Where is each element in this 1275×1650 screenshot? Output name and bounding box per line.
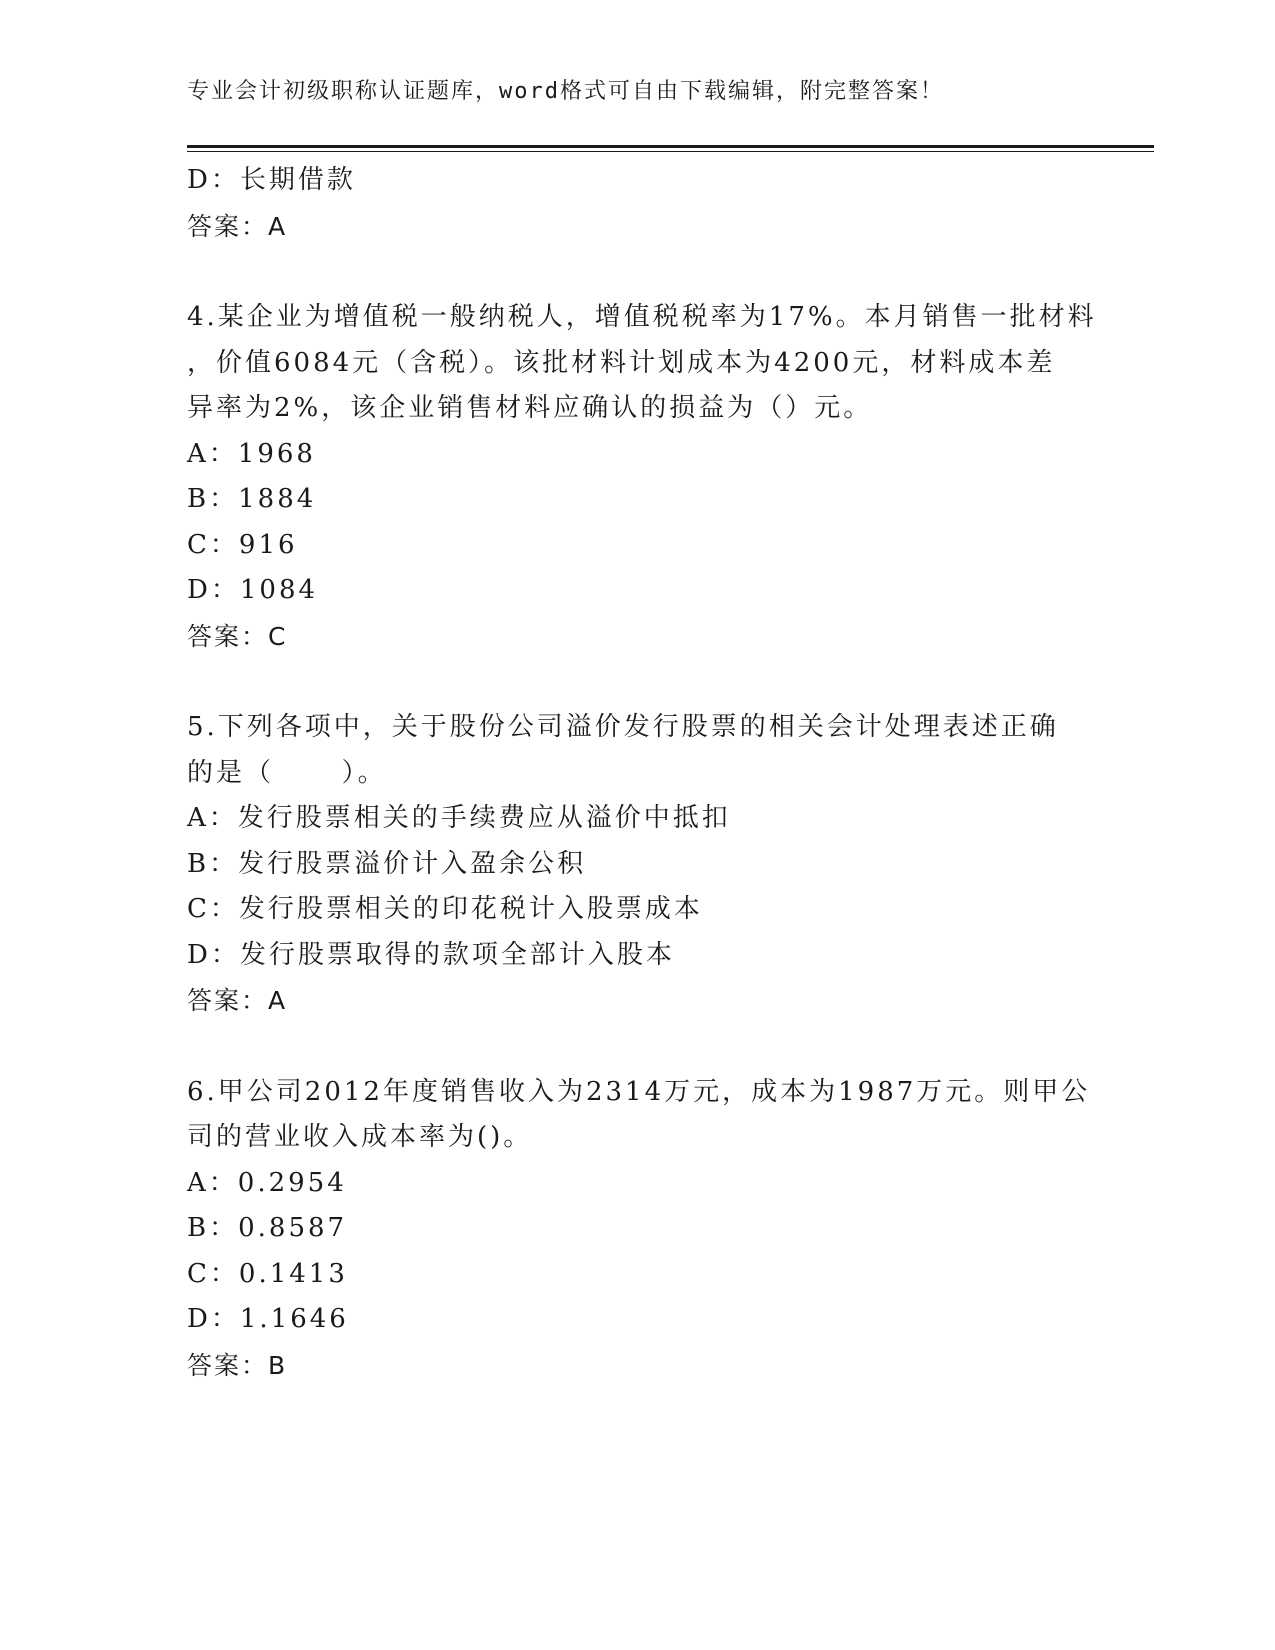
option-a: A：0.2954 <box>187 1167 347 1198</box>
question-stem-line: 5.下列各项中，关于股份公司溢价发行股票的相关会计处理表述正确 <box>187 712 1059 742</box>
option-d: D：发行股票取得的款项全部计入股本 <box>187 939 675 970</box>
option-c: C：发行股票相关的印花税计入股票成本 <box>187 894 703 924</box>
question-5 <box>187 705 1087 1024</box>
option-a: A：1968 <box>187 438 316 469</box>
option-b: B：发行股票溢价计入盈余公积 <box>187 848 587 879</box>
question-stem-line: 司的营业收入成本率为()。 <box>187 1122 533 1152</box>
question-4 <box>187 295 1097 659</box>
option-b: B：0.8587 <box>187 1213 348 1243</box>
option-b: B：1884 <box>187 484 317 514</box>
option-a: A：发行股票相关的手续费应从溢价中抵扣 <box>187 803 731 833</box>
question-stem-line: 6.甲公司2012年度销售收入为2314万元，成本为1987万元。则甲公 <box>187 1076 1091 1107</box>
option-c: C：0.1413 <box>187 1258 348 1289</box>
answer-line: 答案：B <box>187 1350 288 1380</box>
header-rule-thick <box>187 145 1154 148</box>
option-d: D：1084 <box>187 575 319 605</box>
question-3-tail <box>187 158 1087 249</box>
question-stem-line: ，价值6084元（含税）。该批材料计划成本为4200元，材料成本差 <box>187 347 1056 378</box>
question-stem-line: 的是（ ）。 <box>187 757 387 788</box>
page-header: 专业会计初级职称认证题库，word格式可自由下载编辑，附完整答案！ <box>187 79 944 104</box>
question-6 <box>187 1070 1091 1389</box>
option-c: C：916 <box>187 529 298 560</box>
question-list <box>187 158 1097 1388</box>
option-d: D：1.1646 <box>187 1304 349 1334</box>
question-stem-line: 异率为2%，该企业销售材料应确认的损益为（）元。 <box>187 393 873 423</box>
answer-line: 答案：A <box>187 986 288 1015</box>
header-rule-thin <box>187 151 1154 152</box>
answer-line: 答案：A <box>187 211 288 241</box>
question-stem-line: 4.某企业为增值税一般纳税人，增值税税率为17%。本月销售一批材料 <box>187 302 1097 332</box>
option-d: D：长期借款 <box>187 165 356 195</box>
answer-line: 答案：C <box>187 621 288 651</box>
